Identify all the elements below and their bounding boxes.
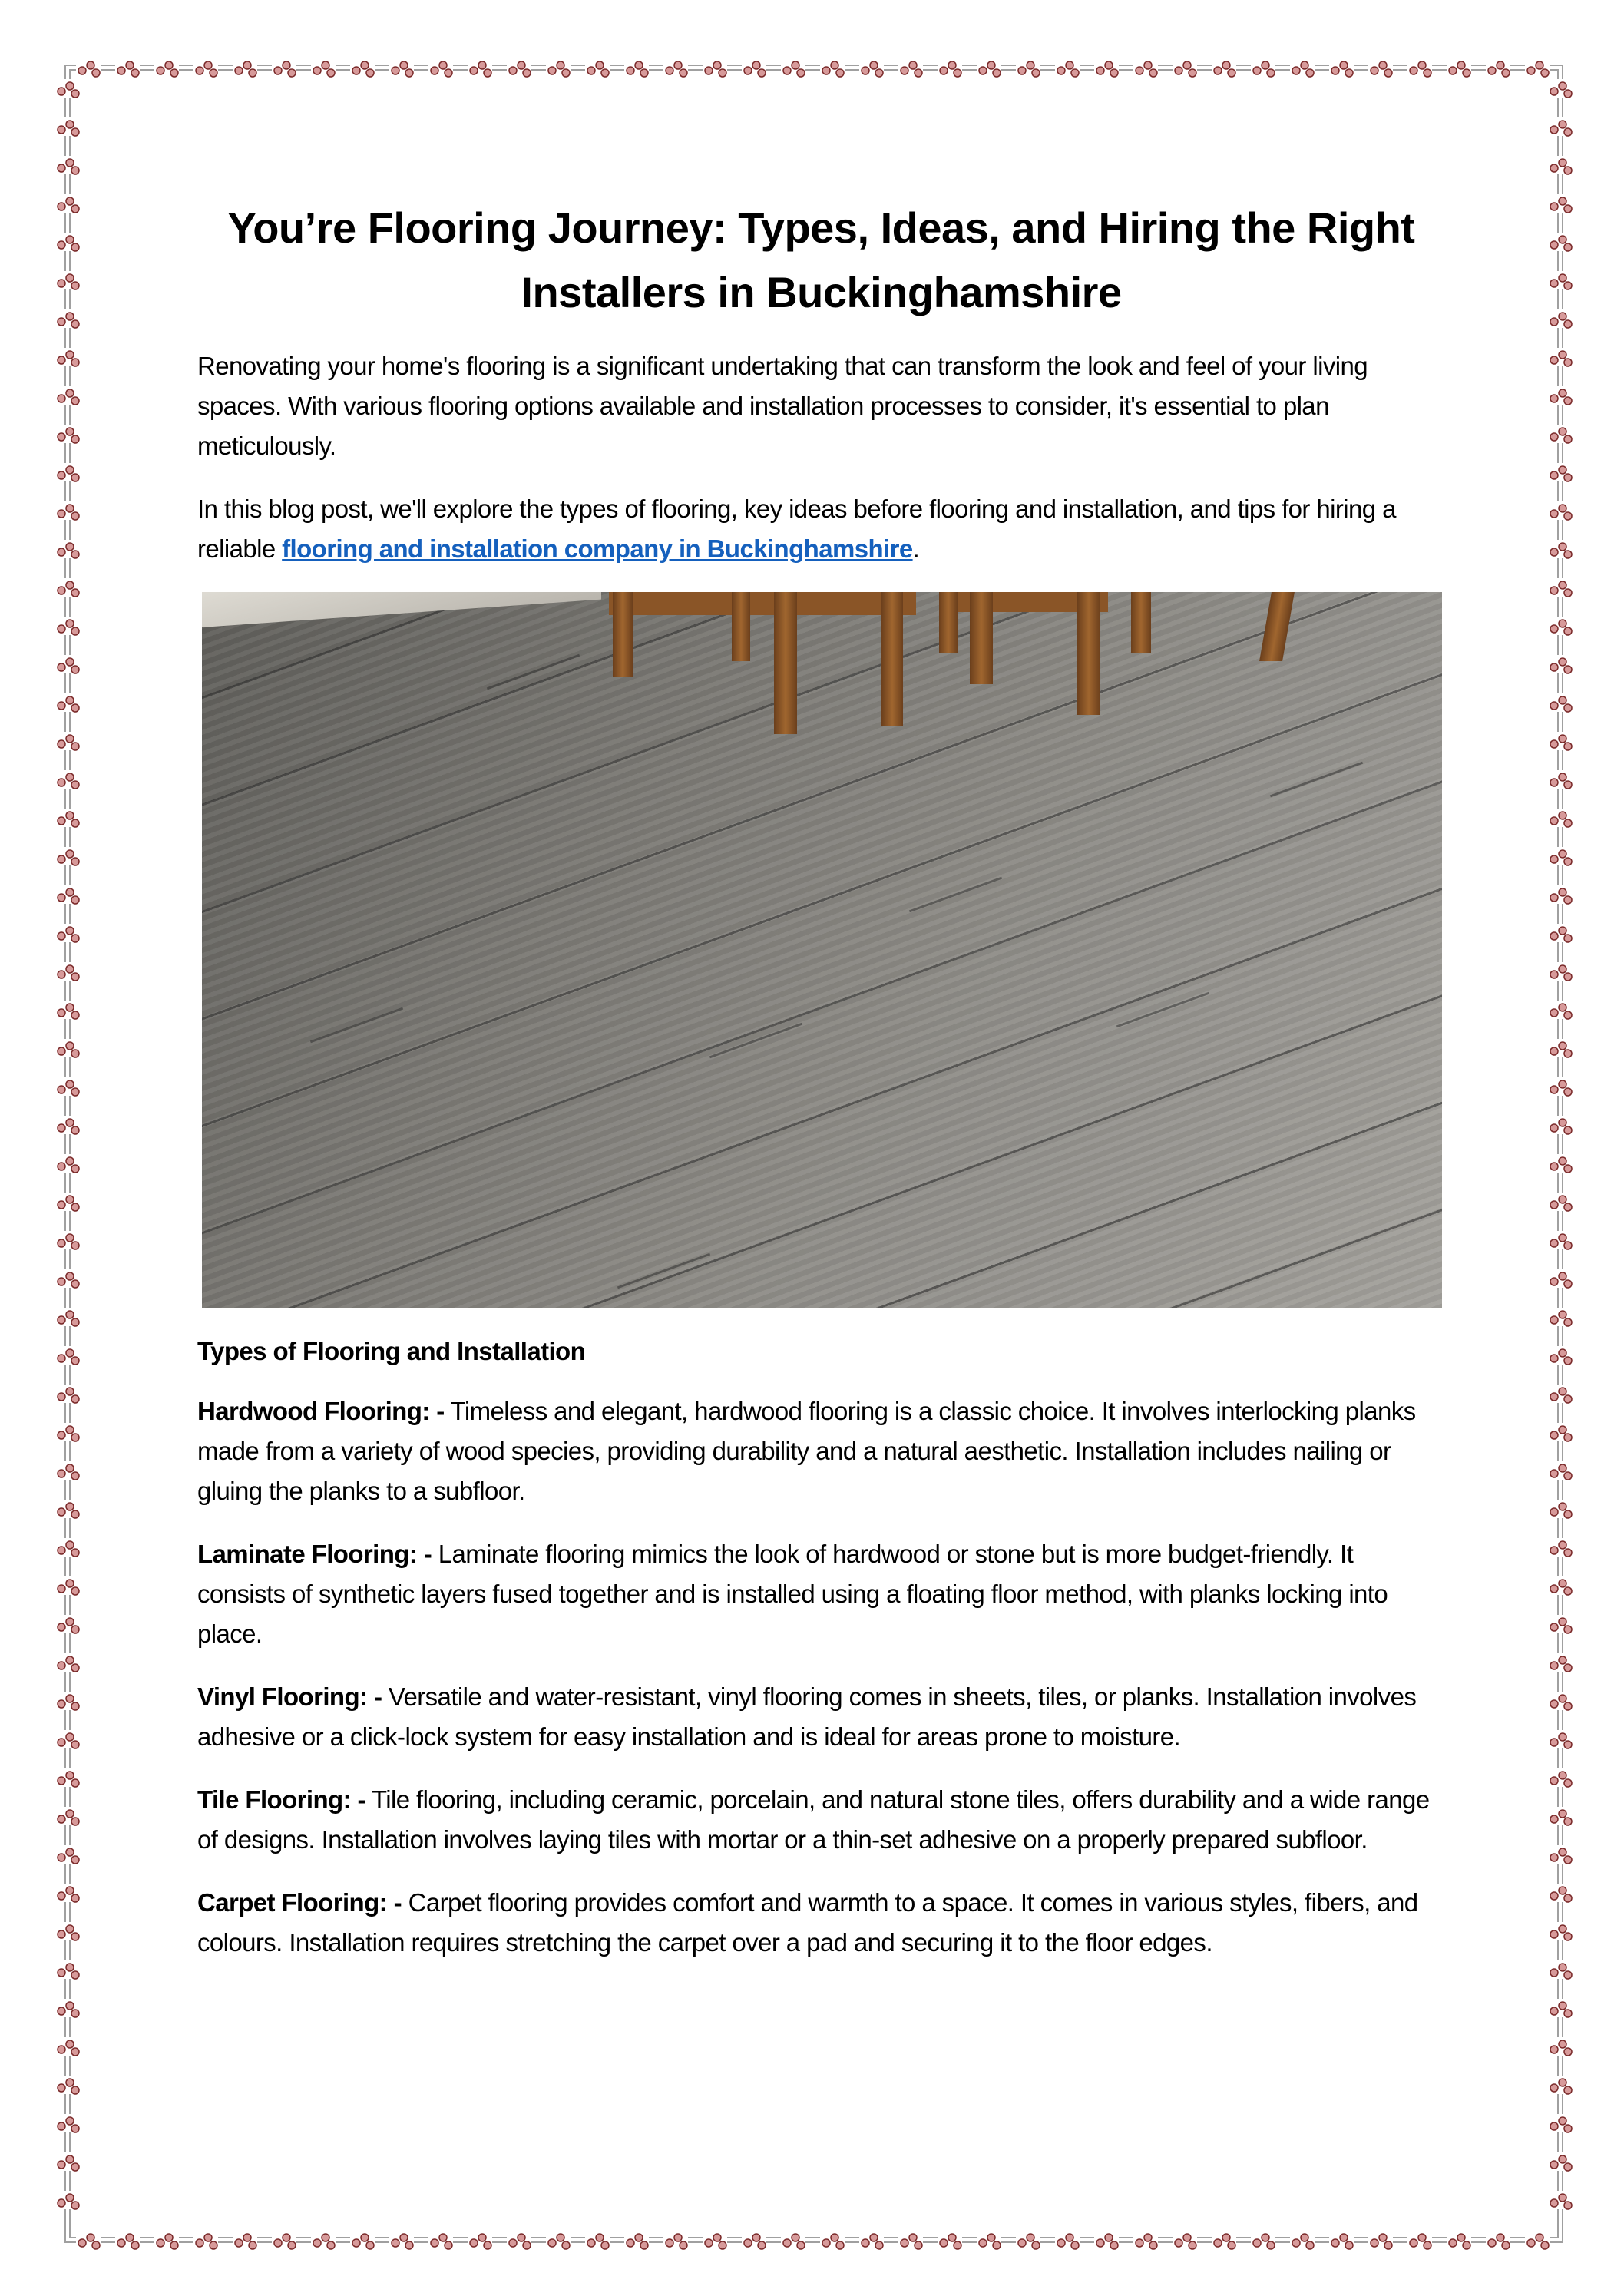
chair-leg — [939, 592, 958, 653]
plank-seam — [1116, 992, 1209, 1028]
flooring-type-description: Tile flooring, including ceramic, porcelain, and natural stone tiles, offers durability and a wide range of designs. Installation involves laying tiles with mortar or a thin-set adhesive on a properly prepared subfloor. — [197, 1785, 1430, 1854]
section-heading: Types of Flooring and Installation — [197, 1337, 586, 1365]
plank-seam — [909, 877, 1002, 913]
intro-paragraph: Renovating your home's flooring is a significant undertaking that can transform the look and feel of your living spaces. With various flooring options available and installation processes to consider, it's essential to plan meticulously. — [197, 352, 1368, 460]
chair-leg — [1259, 592, 1295, 661]
chair-rail — [609, 592, 916, 615]
blog-intro-prefix: In this blog post, we'll explore the types of flooring, key ideas before flooring and installation, and tips for hiring a reliable — [197, 495, 1396, 563]
chair-leg — [774, 592, 797, 734]
laminate-floor-photo — [202, 592, 1442, 1308]
plank-seam — [487, 654, 580, 690]
flooring-type-description: Versatile and water-resistant, vinyl flooring comes in sheets, tiles, or planks. Installation involves adhesive or a click-lock system for easy installation and is ideal for areas prone to moisture. — [197, 1682, 1417, 1751]
company-link[interactable]: flooring and installation company in Buckinghamshire — [282, 534, 913, 563]
chair-leg — [1131, 592, 1151, 653]
flooring-type-paragraph — [197, 1534, 1445, 1654]
chair-leg — [881, 592, 903, 726]
plank-seam — [310, 1007, 403, 1044]
plank-seam — [1270, 762, 1363, 798]
chair-leg — [970, 592, 993, 684]
flooring-type-paragraph — [197, 1883, 1445, 1963]
document-body — [197, 196, 1445, 1986]
blog-intro-suffix: . — [912, 534, 920, 563]
plank-seam — [709, 1023, 802, 1059]
plank-seam — [617, 1253, 710, 1289]
flooring-type-label: Tile Flooring: - — [197, 1785, 365, 1814]
flooring-type-description: Laminate flooring mimics the look of hardwood or stone but is more budget-friendly. It consists of synthetic layers fused together and is installed using a floating floor method, with planks locking into place. — [197, 1540, 1388, 1648]
flooring-type-paragraph — [197, 1391, 1445, 1511]
blog-intro-paragraph — [197, 489, 1445, 569]
flooring-type-paragraph — [197, 1677, 1445, 1757]
chair-leg — [732, 592, 750, 661]
skirting-board — [202, 592, 601, 627]
flooring-type-label: Hardwood Flooring: - — [197, 1397, 445, 1425]
flooring-type-label: Vinyl Flooring: - — [197, 1682, 382, 1711]
flooring-types-list — [197, 1391, 1445, 1963]
page-title: You’re Flooring Journey: Types, Ideas, and Hiring the Right Installers in Buckinghamshire — [227, 203, 1415, 316]
flooring-type-description: Carpet flooring provides comfort and warmth to a space. It comes in various styles, fibers, and colours. Installation requires stretching the carpet over a pad and securing it to the floor edges. — [197, 1888, 1418, 1957]
flooring-type-label: Carpet Flooring: - — [197, 1888, 402, 1917]
flooring-type-paragraph — [197, 1780, 1445, 1860]
chair-leg — [1077, 592, 1100, 715]
chair-leg — [613, 592, 633, 677]
flooring-type-label: Laminate Flooring: - — [197, 1540, 432, 1568]
flooring-type-description: Timeless and elegant, hardwood flooring is a classic choice. It involves interlocking planks made from a variety of wood species, providing durability and a natural aesthetic. Installation includes nailing or gluing the planks to a subfloor. — [197, 1397, 1416, 1505]
